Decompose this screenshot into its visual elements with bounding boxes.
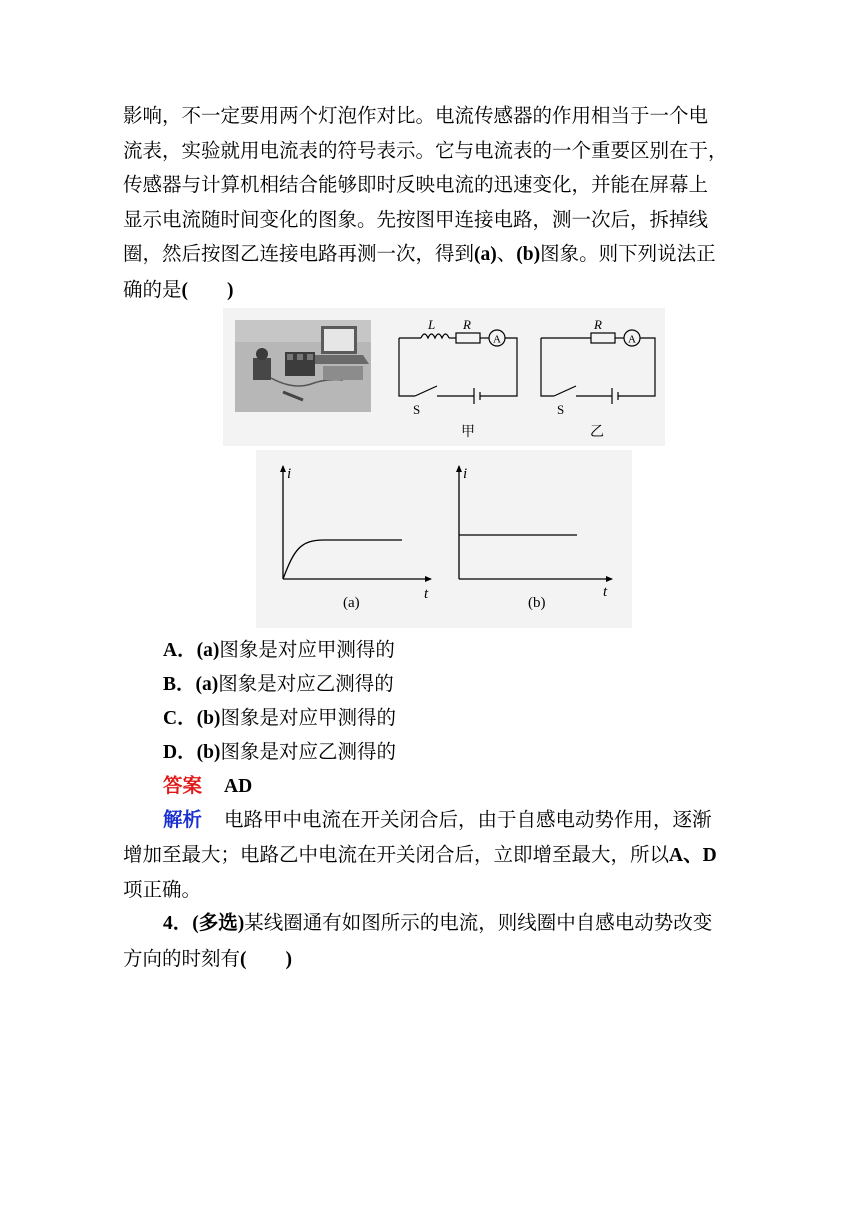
graph-a-x-label: t xyxy=(424,586,429,602)
intro-line-2: 流表，实验就用电流表的符号表示。它与电流表的一个重要区别在于， xyxy=(123,138,728,162)
option-b-ref: (a) xyxy=(195,674,219,695)
option-c-letter: C． xyxy=(163,708,197,729)
graph-a-caption: (a) xyxy=(343,595,360,611)
caption-jia: 甲 xyxy=(461,425,475,440)
question-4 xyxy=(123,906,743,977)
option-a-ref: (a) xyxy=(196,640,220,661)
question-4-blank: ( ) xyxy=(240,948,293,970)
coil-stand xyxy=(253,358,271,380)
option-c-text: 图象是对应甲测得的 xyxy=(220,706,396,729)
intro-line-1: 影响，不一定要用两个灯泡作对比。电流传感器的作用相当于一个电 xyxy=(123,104,709,127)
switch-label-yi: S xyxy=(557,402,565,417)
graph-b-x-label: t xyxy=(603,584,608,600)
intro-line-4: 显示电流随时间变化的图象。先按图甲连接电路，测一次后，拆掉线 xyxy=(123,207,709,231)
circuit-figure xyxy=(223,308,665,446)
option-a xyxy=(163,637,395,664)
ref-a: (a) xyxy=(474,244,497,265)
option-d-text: 图象是对应乙测得的 xyxy=(220,740,396,763)
option-b xyxy=(163,671,394,698)
graph-b-caption: (b) xyxy=(528,595,546,611)
graph-background xyxy=(256,450,632,628)
graph-a-y-label: i xyxy=(287,466,292,482)
option-b-text: 图象是对应乙测得的 xyxy=(218,672,394,695)
option-b-letter: B． xyxy=(163,674,196,695)
intro-line-3: 传感器与计算机相结合能够即时反映电流的迅速变化，并能在屏幕上 xyxy=(123,173,709,196)
option-c xyxy=(163,705,396,732)
ammeter-label-yi: A xyxy=(628,333,636,346)
resistor-label-jia: R xyxy=(463,317,471,332)
question-4-line-1-text: 某线圈通有如图所示的电流，则线圈中自感电动势改变 xyxy=(244,911,713,934)
answer-value: AD xyxy=(224,776,253,797)
question-4-tag: (多选) xyxy=(192,913,245,934)
intro-line-5-end: 图象。则下列说法正 xyxy=(540,242,716,265)
intro-line-6-text: 确的是 xyxy=(123,277,182,301)
intro-line-5 xyxy=(123,237,743,273)
question-4-line-1 xyxy=(123,906,743,942)
intro-line-5-text: 圈，然后按图乙连接电路再测一次，得到 xyxy=(123,242,475,265)
option-d xyxy=(163,739,396,766)
question-4-number: 4． xyxy=(163,913,193,934)
ref-b: (b) xyxy=(516,244,541,265)
graph-b-y-label: i xyxy=(463,466,468,482)
analysis-ref: A、D xyxy=(669,844,717,866)
analysis-line-3: 项正确。 xyxy=(123,878,202,901)
intro-line-6 xyxy=(123,273,743,309)
answer-blank: ( ) xyxy=(181,279,234,301)
graph-figure xyxy=(256,450,632,628)
analysis-line-1 xyxy=(123,803,743,838)
answer-label: 答案 xyxy=(163,774,203,797)
option-c-ref: (b) xyxy=(196,708,221,729)
option-d-ref: (b) xyxy=(196,742,221,763)
question-4-line-2 xyxy=(123,942,743,978)
ammeter-label-jia: A xyxy=(493,333,501,346)
analysis-line-2 xyxy=(123,838,743,874)
laptop-base xyxy=(309,355,369,364)
caption-yi: 乙 xyxy=(590,425,604,440)
answer-line xyxy=(163,773,252,800)
intro-paragraph xyxy=(123,99,743,308)
option-a-letter: A． xyxy=(163,640,197,661)
inductor-label: L xyxy=(428,317,436,332)
ref-sep: 、 xyxy=(496,242,517,265)
apparatus-photo xyxy=(235,320,371,412)
question-4-line-2-text: 方向的时刻有 xyxy=(123,946,241,970)
analysis-line-2-text: 增加至最大；电路乙中电流在开关闭合后，立即增至最大，所以 xyxy=(123,842,670,866)
switch-label-jia: S xyxy=(413,402,421,417)
option-a-text: 图象是对应甲测得的 xyxy=(219,638,395,661)
resistor-label-yi: R xyxy=(594,317,602,332)
analysis-paragraph xyxy=(123,803,743,908)
option-d-letter: D． xyxy=(163,742,197,763)
analysis-label: 解析 xyxy=(163,808,203,831)
analysis-line-1-text: 电路甲中电流在开关闭合后，由于自感电动势作用，逐渐 xyxy=(224,808,712,831)
